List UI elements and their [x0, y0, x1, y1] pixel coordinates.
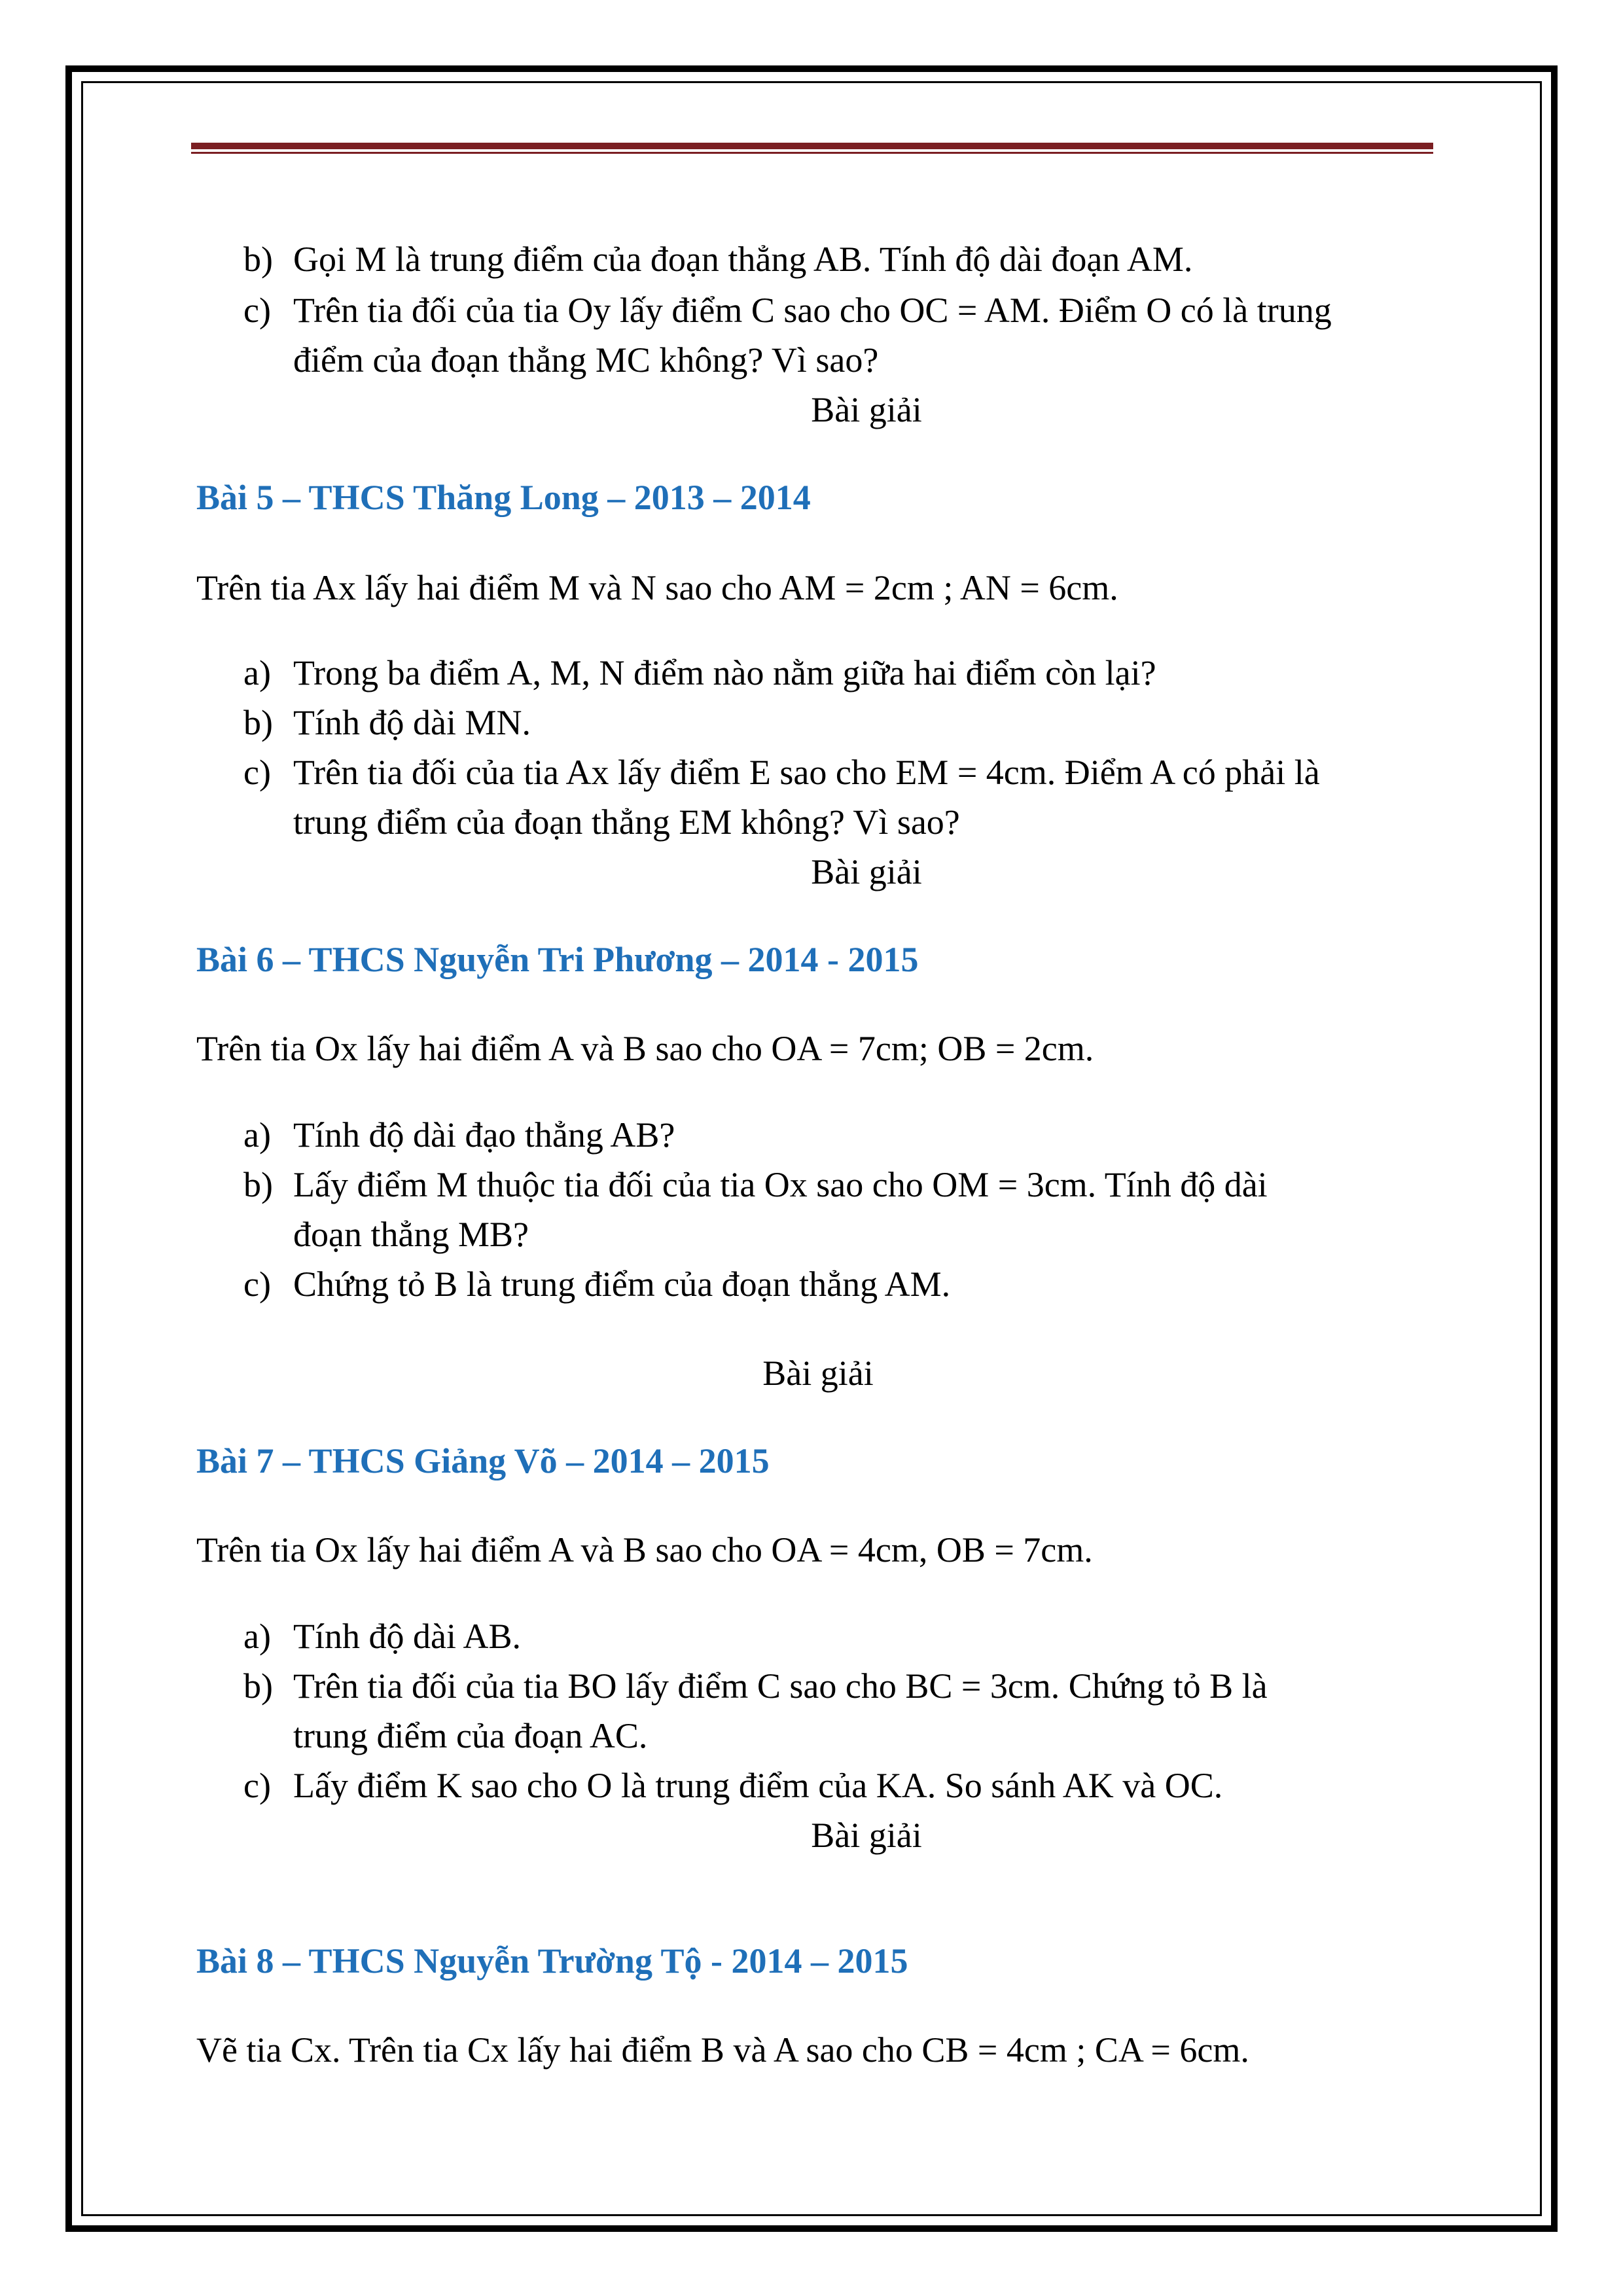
list-label: b): [243, 703, 273, 742]
list-item: Tính độ dài MN.: [293, 703, 531, 742]
list-item-continuation: trung điểm của đoạn thẳng EM không? Vì sao?: [293, 802, 960, 842]
list-label: b): [243, 240, 273, 279]
list-item: Lấy điểm K sao cho O là trung điểm của KA. So sánh AK và OC.: [293, 1766, 1223, 1805]
list-label: b): [243, 1165, 273, 1204]
solution-label: Bài giải: [811, 852, 922, 891]
list-item: Trong ba điểm A, M, N điểm nào nằm giữa hai điểm còn lại?: [293, 653, 1156, 692]
exercise-heading: Bài 7 – THCS Giảng Võ – 2014 – 2015: [196, 1441, 770, 1480]
list-label: c): [243, 291, 271, 330]
solution-label: Bài giải: [762, 1354, 874, 1393]
exercise-heading: Bài 5 – THCS Thăng Long – 2013 – 2014: [196, 478, 811, 517]
exercise-heading: Bài 8 – THCS Nguyễn Trường Tộ - 2014 – 2015: [196, 1941, 908, 1981]
list-item: Tính độ dài AB.: [293, 1617, 521, 1656]
exercise-heading: Bài 6 – THCS Nguyễn Tri Phương – 2014 - 2015: [196, 940, 919, 979]
exercise-intro: Trên tia Ox lấy hai điểm A và B sao cho OA = 7cm; OB = 2cm.: [196, 1029, 1094, 1068]
list-label: a): [243, 1617, 271, 1656]
solution-label: Bài giải: [811, 390, 922, 429]
header-rule-thin: [191, 152, 1433, 154]
list-label: a): [243, 1115, 271, 1155]
list-item-continuation: trung điểm của đoạn AC.: [293, 1716, 648, 1755]
exercise-intro: Vẽ tia Cx. Trên tia Cx lấy hai điểm B và A sao cho CB = 4cm ; CA = 6cm.: [196, 2030, 1249, 2070]
list-label: b): [243, 1666, 273, 1706]
list-item: Trên tia đối của tia BO lấy điểm C sao cho BC = 3cm. Chứng tỏ B là: [293, 1666, 1268, 1706]
list-item: Chứng tỏ B là trung điểm của đoạn thẳng AM.: [293, 1265, 951, 1304]
exercise-intro: Trên tia Ox lấy hai điểm A và B sao cho OA = 4cm, OB = 7cm.: [196, 1530, 1093, 1570]
solution-label: Bài giải: [811, 1816, 922, 1855]
list-label: c): [243, 1265, 271, 1304]
exercise-intro: Trên tia Ax lấy hai điểm M và N sao cho AM = 2cm ; AN = 6cm.: [196, 568, 1118, 607]
list-item: Gọi M là trung điểm của đoạn thẳng AB. Tính độ dài đoạn AM.: [293, 240, 1193, 279]
list-item: Lấy điểm M thuộc tia đối của tia Ox sao cho OM = 3cm. Tính độ dài: [293, 1165, 1268, 1204]
list-label: c): [243, 753, 271, 792]
list-item-continuation: đoạn thẳng MB?: [293, 1215, 529, 1254]
list-label: c): [243, 1766, 271, 1805]
list-item: Trên tia đối của tia Ax lấy điểm E sao cho EM = 4cm. Điểm A có phải là: [293, 753, 1320, 792]
list-item: Tính độ dài đạo thẳng AB?: [293, 1115, 675, 1155]
list-label: a): [243, 653, 271, 692]
list-item: Trên tia đối của tia Oy lấy điểm C sao cho OC = AM. Điểm O có là trung: [293, 291, 1332, 330]
list-item-continuation: điểm của đoạn thẳng MC không? Vì sao?: [293, 340, 879, 380]
header-rule-thick: [191, 143, 1433, 149]
